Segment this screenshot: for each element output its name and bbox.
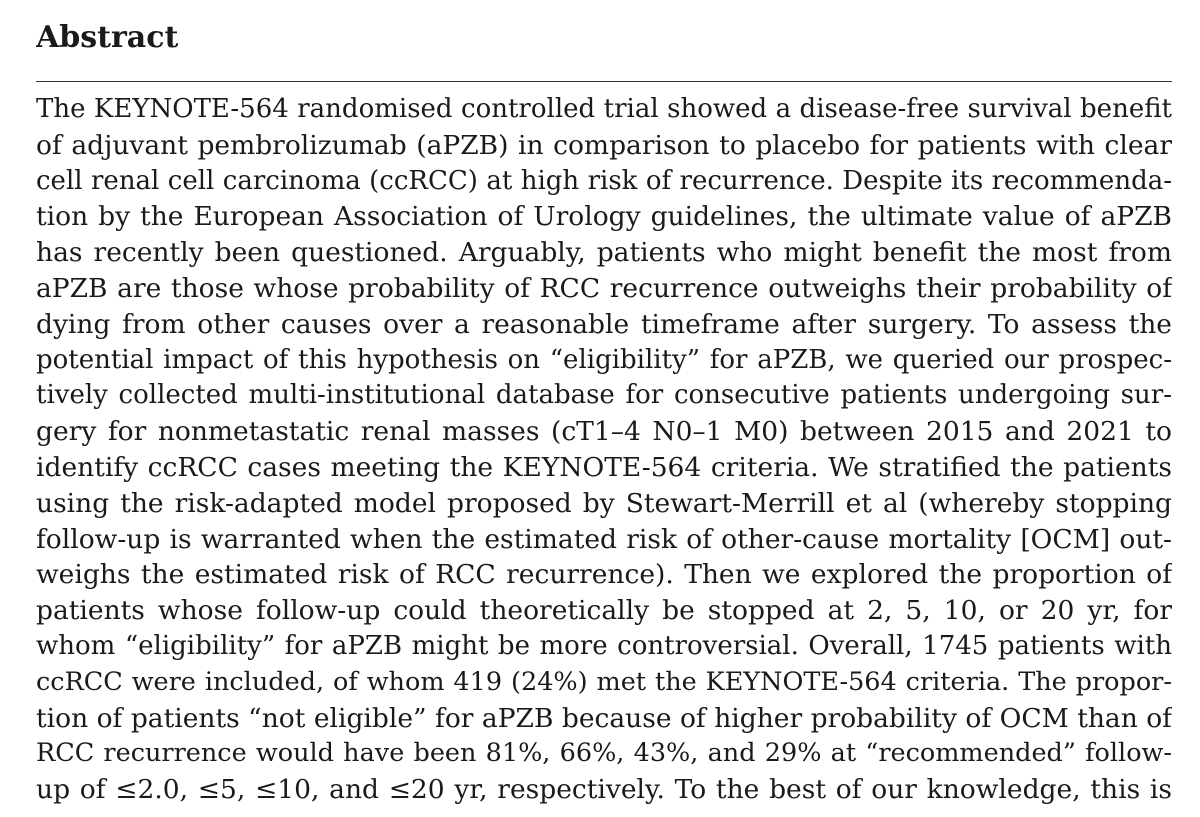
abstract-line: ccRCC were included, of whom 419 (24%) met the KEYNOTE-564 criteria. The propor- [36, 666, 1172, 697]
abstract-line: The KEYNOTE-564 randomised controlled trial showed a disease-free survival benefit [36, 94, 1172, 124]
abstract-line: follow-up is warranted when the estimated risk of other-cause mortality [OCM] out- [36, 523, 1172, 555]
abstract-line: up of ≤2.0, ≤5, ≤10, and ≤20 yr, respectively. To the best of our knowledge, this is [36, 774, 1172, 806]
section-divider [36, 81, 1172, 82]
abstract-line: tion of patients “not eligible” for aPZB because of higher probability of OCM than of [36, 702, 1172, 734]
abstract-body [36, 92, 1172, 808]
abstract-line: patients whose follow-up could theoretically be stopped at 2, 5, 10, or 20 yr, for [36, 595, 1172, 627]
abstract-line: tively collected multi-institutional database for consecutive patients undergoing sur- [36, 380, 1172, 411]
abstract-line: whom “eligibility” for aPZB might be more controversial. Overall, 1745 patients with [36, 630, 1172, 661]
article-page [36, 0, 1172, 817]
abstract-line: tion by the European Association of Urology guidelines, the ultimate value of aPZB [36, 201, 1172, 233]
abstract-line: weighs the estimated risk of RCC recurrence). Then we explored the proportion of [36, 559, 1172, 591]
abstract-line: cell renal cell carcinoma (ccRCC) at high risk of recurrence. Despite its recommenda- [36, 165, 1172, 196]
abstract-line: of adjuvant pembrolizumab (aPZB) in comparison to placebo for patients with clear [36, 129, 1172, 161]
abstract-line: identify ccRCC cases meeting the KEYNOTE-564 criteria. We stratified the patients [36, 451, 1172, 483]
abstract-heading: Abstract [36, 20, 179, 55]
abstract-line: RCC recurrence would have been 81%, 66%, 43%, and 29% at “recommended” follow- [36, 738, 1172, 769]
abstract-line: potential impact of this hypothesis on “eligibility” for aPZB, we queried our prospec- [36, 344, 1172, 375]
abstract-line: has recently been questioned. Arguably, patients who might benefit the most from [36, 237, 1172, 269]
abstract-line: aPZB are those whose probability of RCC recurrence outweighs their probability of [36, 272, 1172, 304]
abstract-line: dying from other causes over a reasonable timeframe after surgery. To assess the [36, 308, 1172, 340]
abstract-line: using the risk-adapted model proposed by Stewart-Merrill et al (whereby stopping [36, 487, 1172, 519]
abstract-line: gery for nonmetastatic renal masses (cT1–4 N0–1 M0) between 2015 and 2021 to [36, 416, 1172, 448]
